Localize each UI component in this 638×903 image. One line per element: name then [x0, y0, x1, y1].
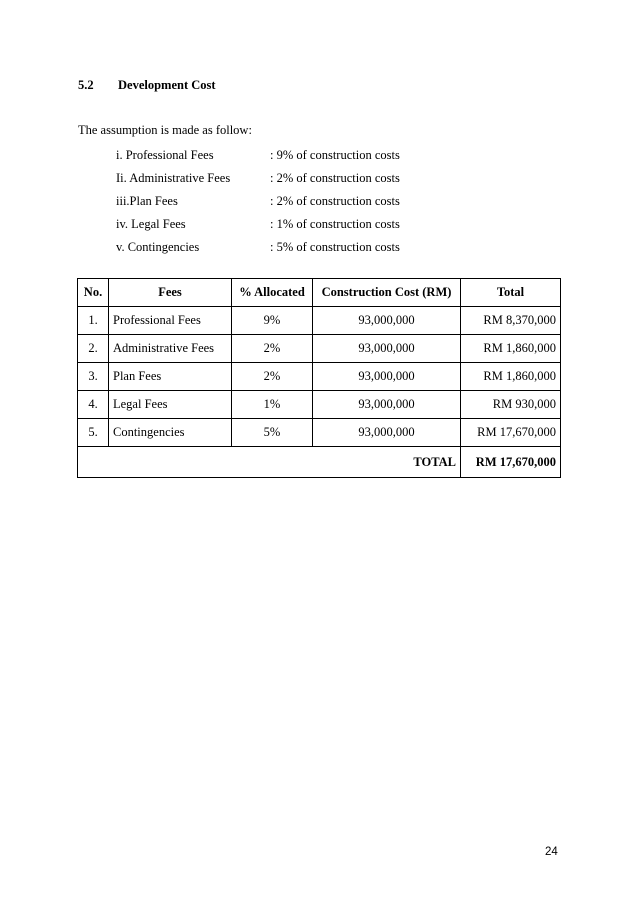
- cell-no: 4.: [78, 391, 109, 419]
- cell-cost: 93,000,000: [313, 391, 461, 419]
- assumption-value: : 2% of construction costs: [270, 194, 400, 208]
- cell-no: 5.: [78, 419, 109, 447]
- intro-text: The assumption is made as follow:: [78, 123, 252, 137]
- cell-pct: 2%: [232, 363, 313, 391]
- cell-total: RM 1,860,000: [461, 335, 561, 363]
- cell-fee: Legal Fees: [109, 391, 232, 419]
- table-row: [78, 363, 561, 391]
- cell-cost: 93,000,000: [313, 363, 461, 391]
- section-number: 5.2: [78, 78, 94, 92]
- assumption-value: : 9% of construction costs: [270, 148, 400, 162]
- table-header-row: [78, 279, 561, 307]
- assumption-value: : 2% of construction costs: [270, 171, 400, 185]
- cell-cost: 93,000,000: [313, 307, 461, 335]
- assumption-list: [116, 144, 400, 259]
- header-no: No.: [78, 279, 109, 307]
- table-row: [78, 307, 561, 335]
- table-row: [78, 391, 561, 419]
- header-total: Total: [461, 279, 561, 307]
- assumption-label: iv. Legal Fees: [116, 217, 186, 231]
- table-total-row: [78, 447, 561, 478]
- cell-total: RM 17,670,000: [461, 419, 561, 447]
- assumption-item: [116, 213, 400, 236]
- assumption-item: [116, 190, 400, 213]
- cell-pct: 9%: [232, 307, 313, 335]
- cell-pct: 2%: [232, 335, 313, 363]
- table-row: [78, 419, 561, 447]
- cell-fee: Administrative Fees: [109, 335, 232, 363]
- cell-fee: Contingencies: [109, 419, 232, 447]
- assumption-item: [116, 144, 400, 167]
- cell-no: 2.: [78, 335, 109, 363]
- page-number: 24: [545, 846, 558, 858]
- cell-fee: Professional Fees: [109, 307, 232, 335]
- cell-fee: Plan Fees: [109, 363, 232, 391]
- cell-cost: 93,000,000: [313, 335, 461, 363]
- cell-pct: 5%: [232, 419, 313, 447]
- assumption-item: [116, 236, 400, 259]
- assumption-label: iii.Plan Fees: [116, 194, 178, 208]
- total-value: RM 17,670,000: [461, 447, 561, 478]
- section-heading: [78, 78, 216, 93]
- header-allocated: % Allocated: [232, 279, 313, 307]
- cell-total: RM 8,370,000: [461, 307, 561, 335]
- assumption-value: : 5% of construction costs: [270, 240, 400, 254]
- cell-pct: 1%: [232, 391, 313, 419]
- fees-table: [77, 278, 561, 478]
- assumption-label: i. Professional Fees: [116, 148, 214, 162]
- assumption-label: v. Contingencies: [116, 240, 200, 254]
- assumption-value: : 1% of construction costs: [270, 217, 400, 231]
- assumption-item: [116, 167, 400, 190]
- cell-no: 3.: [78, 363, 109, 391]
- assumption-label: Ii. Administrative Fees: [116, 171, 231, 185]
- section-title: Development Cost: [118, 78, 216, 92]
- cell-total: RM 1,860,000: [461, 363, 561, 391]
- cell-no: 1.: [78, 307, 109, 335]
- table-row: [78, 335, 561, 363]
- cell-cost: 93,000,000: [313, 419, 461, 447]
- cell-total: RM 930,000: [461, 391, 561, 419]
- total-label: TOTAL: [78, 447, 461, 478]
- header-fees: Fees: [109, 279, 232, 307]
- header-construction-cost: Construction Cost (RM): [313, 279, 461, 307]
